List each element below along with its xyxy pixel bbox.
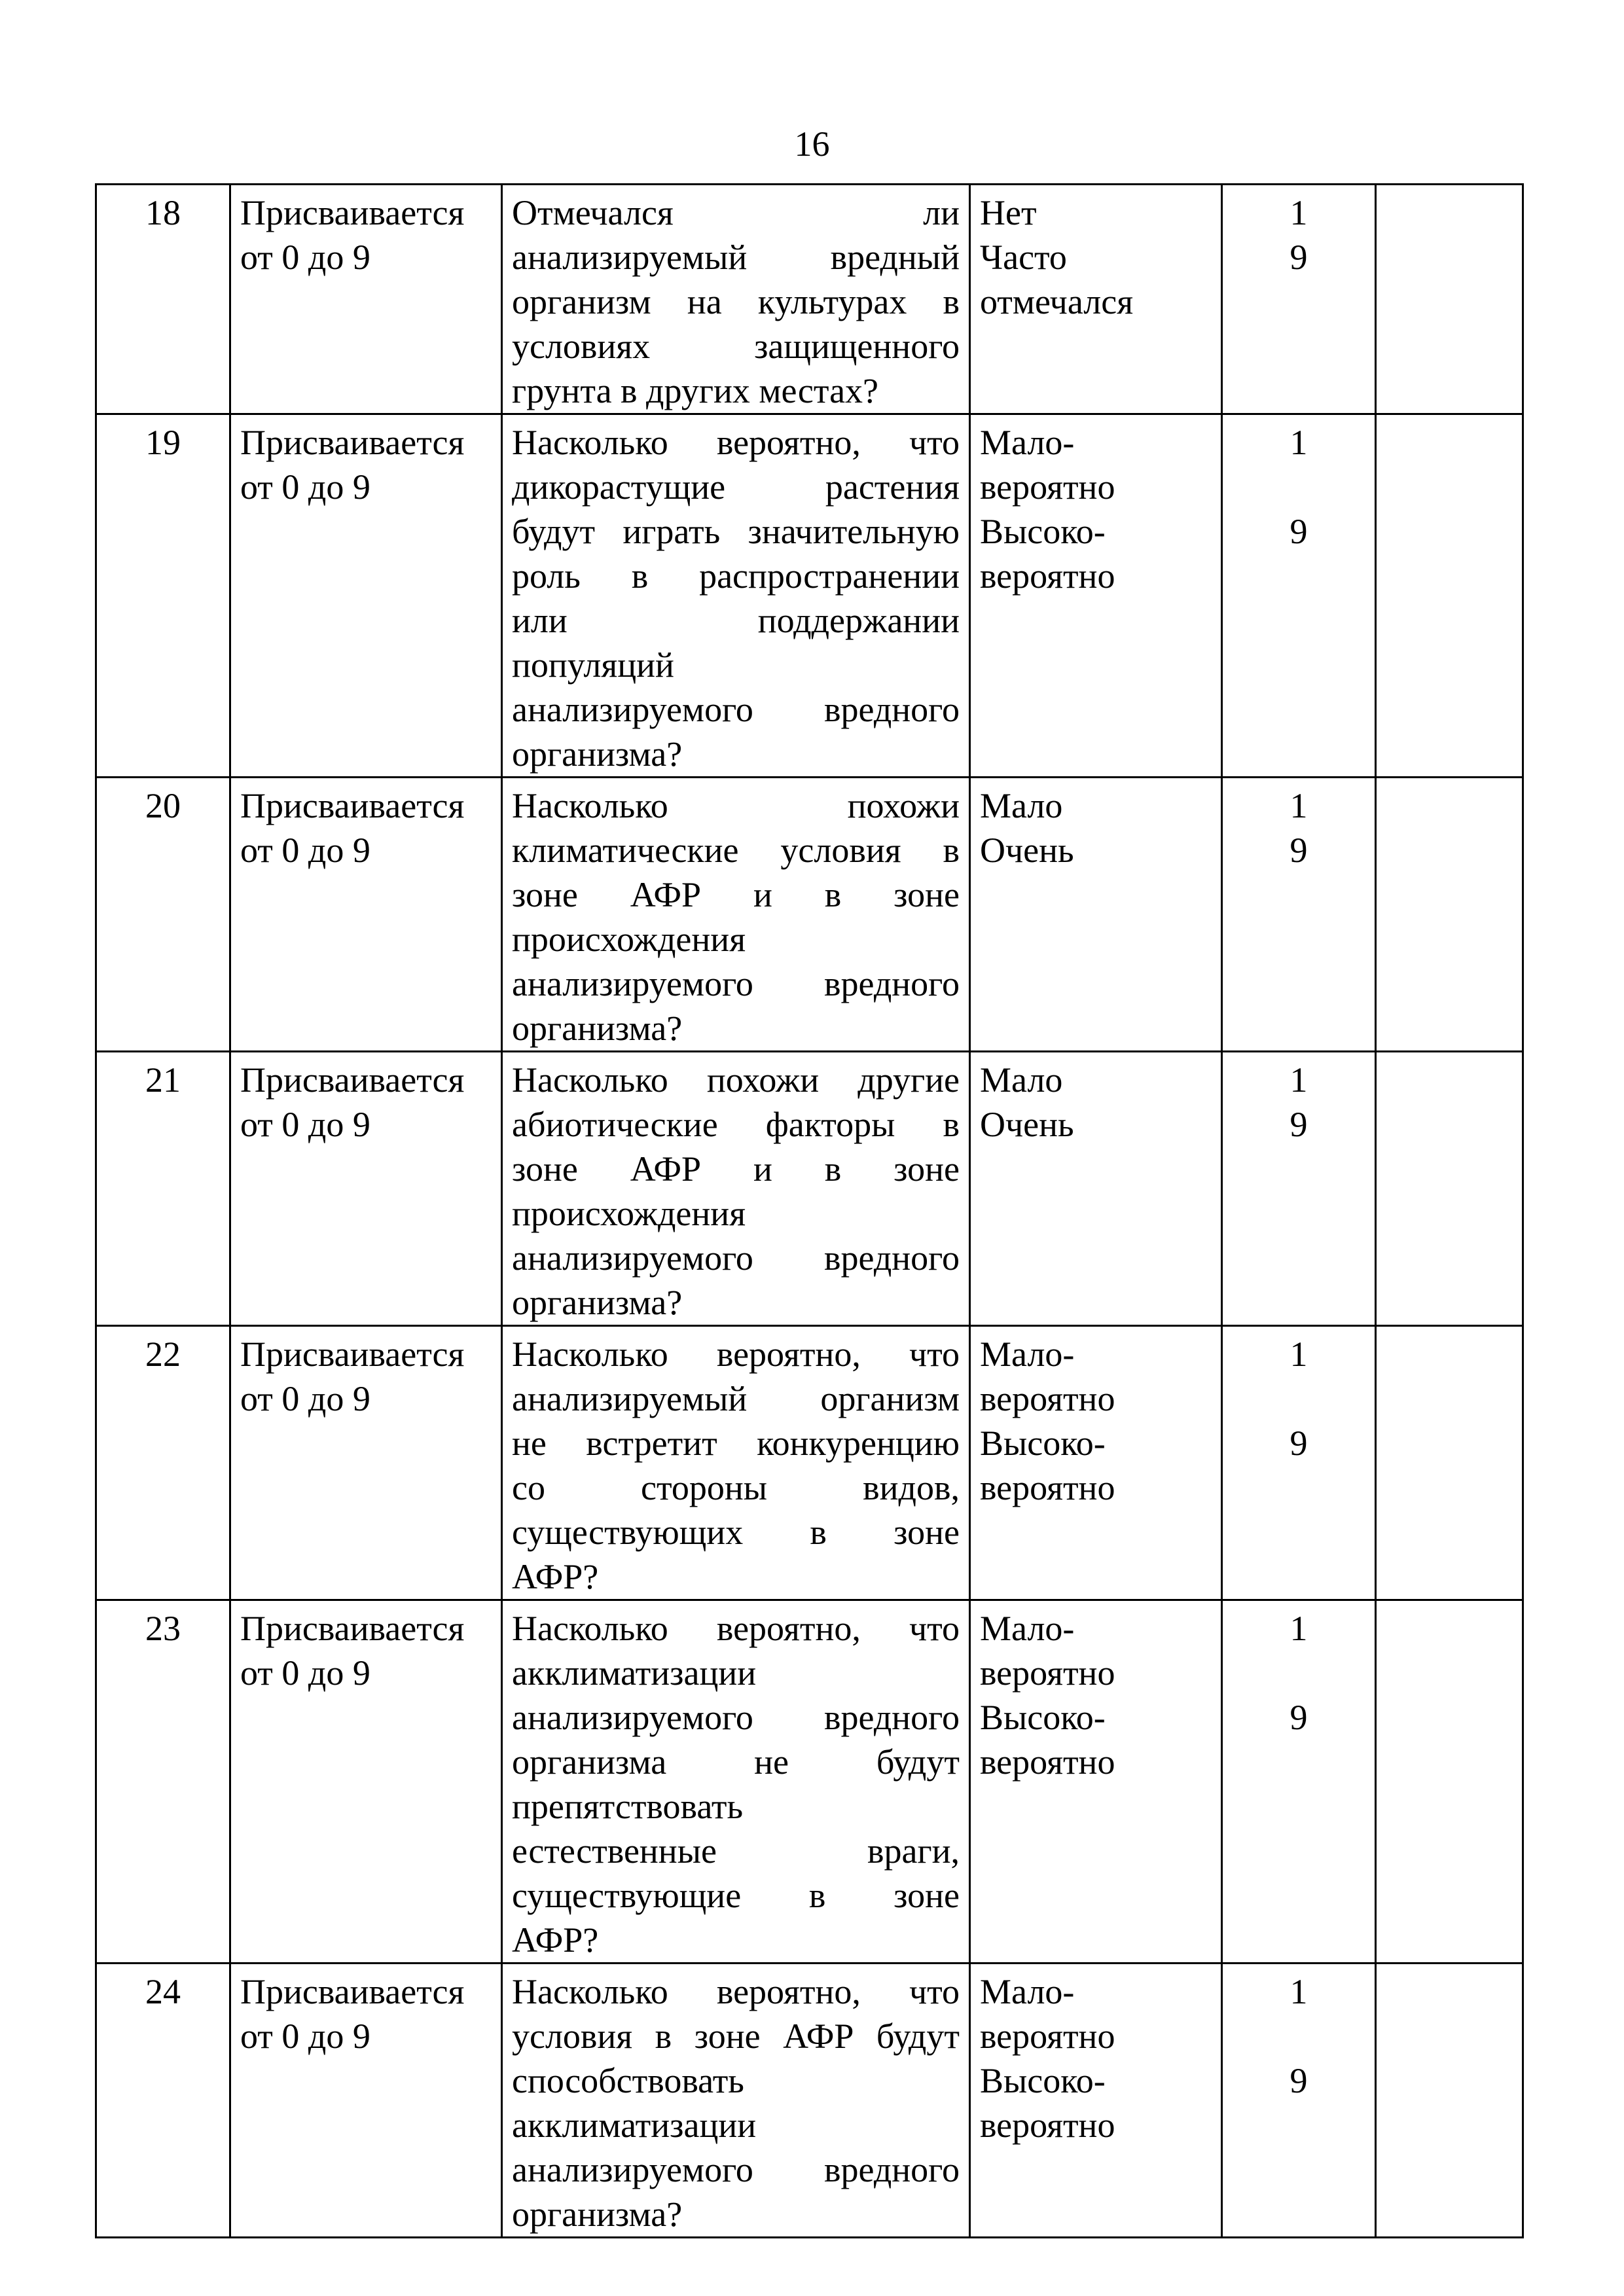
- question-line: организма не будут: [512, 1742, 960, 1782]
- question-cell: [502, 1052, 970, 1326]
- question-line: или поддержании: [512, 601, 960, 640]
- table-row: [96, 1052, 1523, 1326]
- question-line: не встретит конкуренцию: [512, 1424, 960, 1463]
- score-cell: 1 9: [1222, 1052, 1376, 1326]
- question-line: анализируемого вредного: [512, 1698, 960, 1737]
- assignment-cell: Присваивается от 0 до 9: [230, 1052, 502, 1326]
- score-cell: 1 9: [1222, 1326, 1376, 1600]
- table-row: [96, 1964, 1523, 2238]
- question-line: анализируемый организм: [512, 1379, 960, 1418]
- row-number-cell: 20: [96, 778, 230, 1052]
- answer-options-cell: Мало- вероятно Высоко- вероятно: [970, 1600, 1222, 1964]
- page-number: 16: [794, 124, 830, 164]
- assignment-cell: Присваивается от 0 до 9: [230, 778, 502, 1052]
- question-line: зоне АФР и в зоне: [512, 1149, 960, 1189]
- question-line: роль в распространении: [512, 556, 960, 596]
- empty-cell: [1376, 778, 1523, 1052]
- question-line: Насколько похожи другие: [512, 1060, 960, 1100]
- question-line: естественные враги,: [512, 1831, 960, 1871]
- assignment-cell: Присваивается от 0 до 9: [230, 1326, 502, 1600]
- row-number-cell: 23: [96, 1600, 230, 1964]
- assignment-cell: Присваивается от 0 до 9: [230, 185, 502, 414]
- row-number-cell: 24: [96, 1964, 230, 2238]
- question-line: анализируемого вредного: [512, 690, 960, 729]
- question-line: условиях защищенного: [512, 327, 960, 366]
- row-number-cell: 18: [96, 185, 230, 414]
- question-line: анализируемый вредный: [512, 238, 960, 277]
- table-row: [96, 1326, 1523, 1600]
- row-number-cell: 19: [96, 414, 230, 778]
- question-line: способствовать: [512, 2061, 744, 2100]
- criteria-table: [95, 183, 1524, 2238]
- question-line: существующих в зоне: [512, 1513, 960, 1552]
- answer-options-cell: Мало Очень: [970, 1052, 1222, 1326]
- question-line: со стороны видов,: [512, 1468, 960, 1507]
- empty-cell: [1376, 1052, 1523, 1326]
- answer-options-cell: Мало- вероятно Высоко- вероятно: [970, 1326, 1222, 1600]
- score-cell: 1 9: [1222, 1600, 1376, 1964]
- question-line: Насколько вероятно, что: [512, 423, 960, 462]
- table-row: [96, 414, 1523, 778]
- question-line: Насколько вероятно, что: [512, 1335, 960, 1374]
- question-cell: [502, 185, 970, 414]
- row-number-cell: 21: [96, 1052, 230, 1326]
- score-cell: 1 9: [1222, 414, 1376, 778]
- question-line: происхождения: [512, 920, 746, 959]
- question-cell: [502, 414, 970, 778]
- table-row: [96, 1600, 1523, 1964]
- question-cell: [502, 1326, 970, 1600]
- answer-options-cell: Мало- вероятно Высоко- вероятно: [970, 1964, 1222, 2238]
- assignment-cell: Присваивается от 0 до 9: [230, 1964, 502, 2238]
- question-line: существующие в зоне: [512, 1876, 960, 1915]
- question-cell: [502, 1964, 970, 2238]
- assignment-cell: Присваивается от 0 до 9: [230, 414, 502, 778]
- question-line: условия в зоне АФР будут: [512, 2017, 960, 2056]
- score-cell: 1 9: [1222, 778, 1376, 1052]
- empty-cell: [1376, 1326, 1523, 1600]
- table-row: [96, 185, 1523, 414]
- empty-cell: [1376, 1600, 1523, 1964]
- question-cell: [502, 1600, 970, 1964]
- question-line: организма?: [512, 2195, 683, 2234]
- assignment-cell: Присваивается от 0 до 9: [230, 1600, 502, 1964]
- question-line: препятствовать: [512, 1787, 744, 1826]
- question-line: акклиматизации: [512, 1653, 757, 1693]
- empty-cell: [1376, 1964, 1523, 2238]
- question-line: Насколько вероятно, что: [512, 1609, 960, 1648]
- answer-options-cell: Мало Очень: [970, 778, 1222, 1052]
- question-line: анализируемого вредного: [512, 1238, 960, 1278]
- question-line: популяций: [512, 645, 674, 685]
- question-line: Насколько похожи: [512, 786, 960, 825]
- question-line: происхождения: [512, 1194, 746, 1233]
- score-cell: 1 9: [1222, 185, 1376, 414]
- question-line: организм на культурах в: [512, 282, 960, 321]
- empty-cell: [1376, 185, 1523, 414]
- answer-options-cell: Мало- вероятно Высоко- вероятно: [970, 414, 1222, 778]
- question-line: АФР?: [512, 1557, 599, 1596]
- question-line: зоне АФР и в зоне: [512, 875, 960, 914]
- answer-options-cell: Нет Часто отмечался: [970, 185, 1222, 414]
- question-cell: [502, 778, 970, 1052]
- question-line: грунта в других местах?: [512, 371, 879, 410]
- question-line: климатические условия в: [512, 831, 960, 870]
- row-number-cell: 22: [96, 1326, 230, 1600]
- empty-cell: [1376, 414, 1523, 778]
- question-line: организма?: [512, 1283, 683, 1322]
- question-line: анализируемого вредного: [512, 964, 960, 1003]
- question-line: акклиматизации: [512, 2106, 757, 2145]
- question-line: организма?: [512, 1009, 683, 1048]
- criteria-table-body: [96, 185, 1523, 2238]
- question-line: организма?: [512, 734, 683, 774]
- table-row: [96, 778, 1523, 1052]
- score-cell: 1 9: [1222, 1964, 1376, 2238]
- question-line: анализируемого вредного: [512, 2150, 960, 2189]
- question-line: будут играть значительную: [512, 512, 960, 551]
- question-line: АФР?: [512, 1920, 599, 1960]
- question-line: абиотические факторы в: [512, 1105, 960, 1144]
- question-line: Отмечался ли: [512, 193, 960, 232]
- question-line: Насколько вероятно, что: [512, 1972, 960, 2011]
- question-line: дикорастущие растения: [512, 467, 960, 507]
